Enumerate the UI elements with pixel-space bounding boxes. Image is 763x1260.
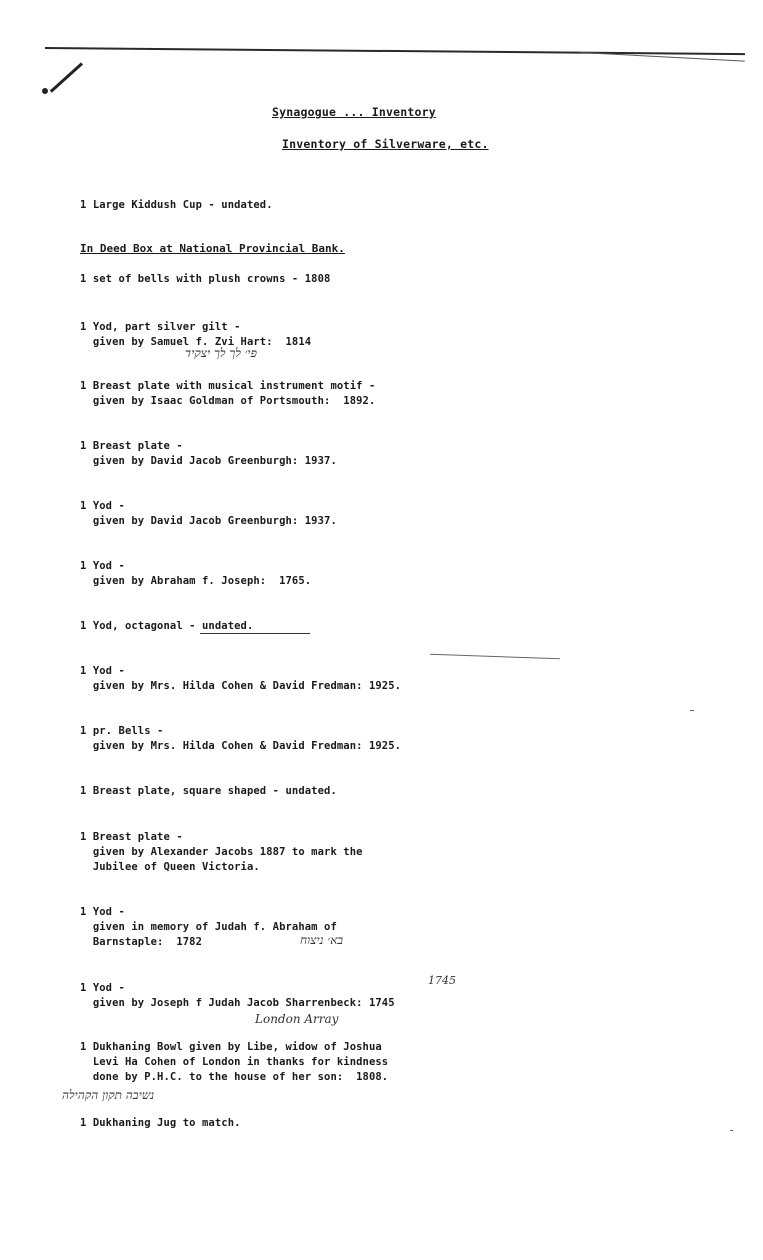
item-line: Levi Ha Cohen of London in thanks for kindness: [80, 1056, 389, 1068]
item-line: 1 Breast plate, square shaped - undated.: [80, 785, 337, 797]
inventory-item: [80, 559, 311, 589]
item-line: 1 Dukhaning Bowl given by Libe, widow of Joshua: [80, 1041, 382, 1053]
item-line: done by P.H.C. to the house of her son: 1808.: [80, 1071, 389, 1083]
item-line: 1 Yod, part silver gilt -: [80, 321, 241, 333]
inventory-item: [80, 439, 337, 469]
item-line: given by Mrs. Hilda Cohen & David Fredman: 1925.: [80, 740, 402, 752]
item-line: given in memory of Judah f. Abraham of: [80, 921, 337, 933]
item-line: 1 Breast plate with musical instrument motif -: [80, 380, 376, 392]
inventory-item: [80, 664, 401, 694]
document-subtitle: Inventory of Silverware, etc.: [282, 137, 489, 151]
inventory-item: [80, 830, 363, 875]
item-line: given by David Jacob Greenburgh: 1937.: [80, 455, 337, 467]
handwritten-note: 1745: [428, 974, 456, 987]
item-line: 1 Yod, octagonal - undated.: [80, 620, 254, 632]
document-title: Synagogue ... Inventory: [272, 105, 436, 119]
item-line: given by Alexander Jacobs 1887 to mark the: [80, 846, 363, 858]
underline-mark: [200, 633, 310, 634]
item-line: 1 Breast plate -: [80, 440, 183, 452]
item-line: given by Samuel f. Zvi Hart: 1814: [80, 336, 312, 348]
top-item: 1 Large Kiddush Cup - undated.: [80, 199, 273, 211]
handwritten-note: נשיבה תקון הקהילה: [62, 1088, 155, 1102]
handwritten-note: בא׳ ניצוח: [300, 933, 344, 947]
item-line: 1 Breast plate -: [80, 831, 183, 843]
item-line: 1 Yod -: [80, 500, 125, 512]
handwritten-note: London Array: [255, 1012, 339, 1026]
item-line: Jubilee of Queen Victoria.: [80, 861, 260, 873]
handwritten-note: פי׳ לך לך יצקיד: [185, 346, 257, 360]
item-line: 1 Yod -: [80, 982, 125, 994]
scan-speck: [730, 1130, 733, 1131]
staple-mark: [42, 88, 48, 94]
item-line: 1 Yod -: [80, 906, 125, 918]
item-line: 1 Yod -: [80, 560, 125, 572]
item-line: 1 Yod -: [80, 665, 125, 677]
item-line: given by Mrs. Hilda Cohen & David Fredman: 1925.: [80, 680, 402, 692]
item-line: 1 Dukhaning Jug to match.: [80, 1117, 241, 1129]
inventory-item: [80, 379, 375, 409]
scan-speck: [690, 710, 694, 711]
item-line: 1 set of bells with plush crowns - 1808: [80, 273, 331, 285]
inventory-item: [80, 499, 337, 529]
item-line: given by Joseph f Judah Jacob Sharrenbeck: 1745: [80, 997, 395, 1009]
item-line: 1 pr. Bells -: [80, 725, 164, 737]
inventory-item: [80, 981, 395, 1011]
inventory-item: [80, 272, 330, 287]
item-line: Barnstaple: 1782: [80, 936, 203, 948]
item-line: given by Abraham f. Joseph: 1765.: [80, 575, 312, 587]
inventory-item: [80, 619, 253, 634]
inventory-item: [80, 1116, 241, 1131]
page-edge-line: [45, 47, 745, 55]
inventory-item: [80, 724, 401, 754]
inventory-item: [80, 905, 337, 950]
staple-mark: [50, 62, 83, 92]
item-line: given by Isaac Goldman of Portsmouth: 1892.: [80, 395, 376, 407]
inventory-item: [80, 784, 337, 799]
section-heading: In Deed Box at National Provincial Bank.: [80, 242, 345, 255]
scan-speck: [430, 654, 560, 660]
inventory-item: [80, 1040, 388, 1085]
item-line: given by David Jacob Greenburgh: 1937.: [80, 515, 337, 527]
